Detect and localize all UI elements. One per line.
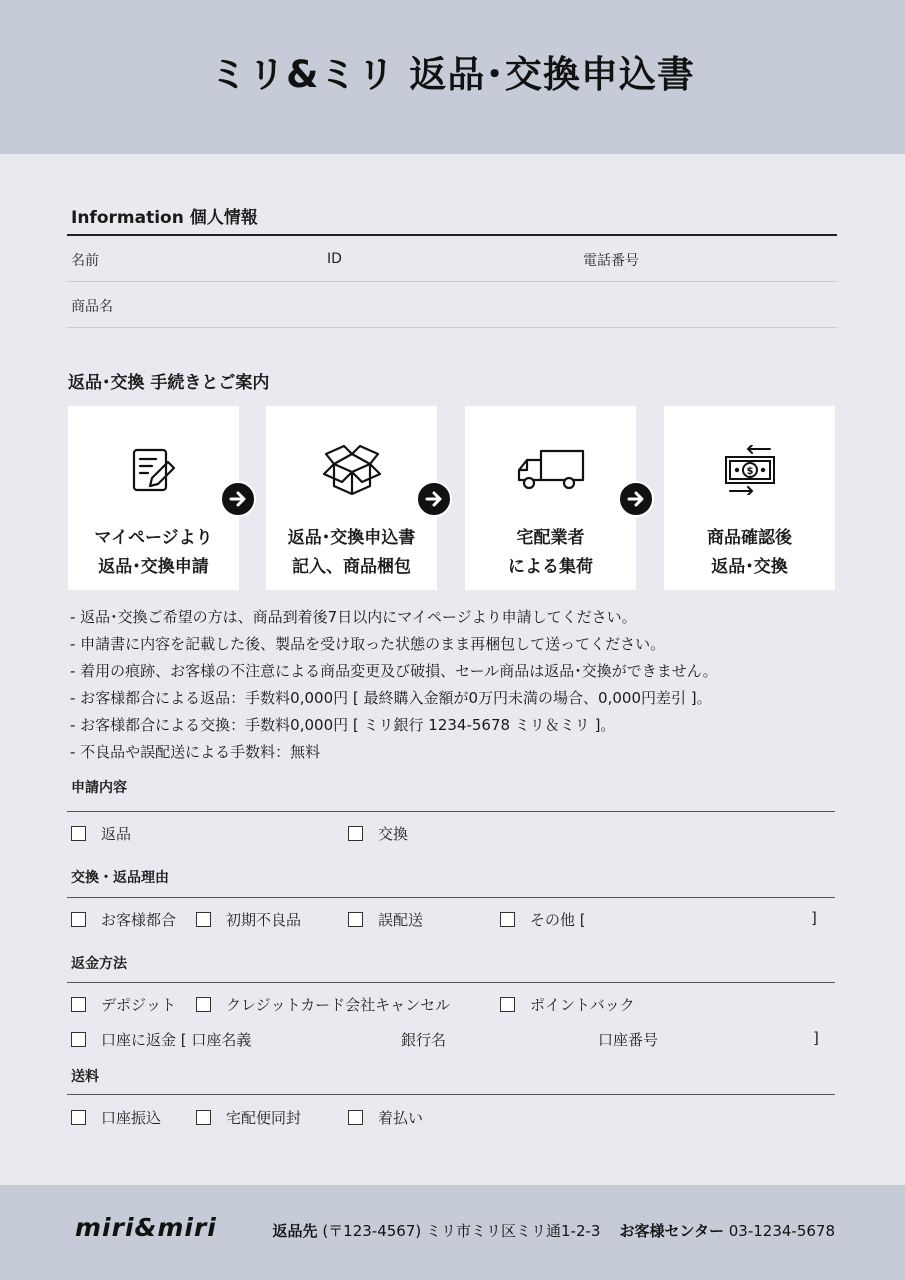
- reason-other-close-bracket: ]: [811, 909, 817, 927]
- info-section-title: Information 個人情報: [71, 208, 258, 228]
- customer-center-phone: 03-1234-5678: [728, 1222, 835, 1240]
- reason-defect-checkbox[interactable]: 初期不良品: [196, 909, 301, 930]
- note-item: - 不良品や誤配送による手数料：無料: [70, 743, 321, 761]
- refund-deposit-checkbox[interactable]: デポジット: [71, 994, 176, 1015]
- footer-contact: [273, 1220, 835, 1241]
- arrow-right-icon: [618, 481, 654, 517]
- refund-close-bracket: ]: [813, 1029, 819, 1047]
- customer-center-label: お客様センター: [619, 1222, 724, 1240]
- note-item: - お客様都合による返品：手数料0,000円 [ 最終購入金額が0万円未満の場合、0,000円差引 ]。: [70, 689, 712, 707]
- info-bottom-rule: [67, 327, 837, 328]
- open-box-icon: [322, 440, 382, 500]
- id-field[interactable]: ID: [327, 251, 342, 267]
- reason-title: 交換・返品理由: [71, 870, 169, 886]
- checkbox-box[interactable]: [348, 1110, 363, 1125]
- money-exchange-icon: [720, 440, 780, 500]
- step-3-label: 宅配業者 による集荷: [508, 528, 593, 577]
- note-item: - お客様都合による交換：手数料0,000円 [ ミリ銀行 1234-5678 ミリ＆ミリ ]。: [70, 716, 616, 734]
- info-top-rule: [67, 234, 837, 236]
- request-rule: [67, 811, 835, 812]
- phone-field[interactable]: 電話番号: [583, 253, 639, 269]
- notes-list: [70, 604, 850, 766]
- note-item: - 返品･交換ご希望の方は、商品到着後7日以内にマイページより申請してください。: [70, 608, 637, 626]
- step-1-label: マイページより 返品･交換申請: [94, 528, 213, 577]
- form-edit-icon: [128, 440, 180, 500]
- return-address-label: 返品先: [272, 1222, 318, 1240]
- shipping-title: 送料: [71, 1069, 99, 1085]
- step-4: [664, 406, 835, 590]
- reason-other-checkbox[interactable]: その他 [: [500, 909, 586, 930]
- svg-text:$: $: [746, 466, 753, 477]
- refund-rule: [67, 982, 835, 983]
- step-2-label: 返品･交換申込書 記入、商品梱包: [287, 528, 416, 577]
- info-mid-rule: [67, 281, 837, 282]
- page-title: ミリ&ミリ 返品･交換申込書: [210, 53, 695, 96]
- note-item: - 着用の痕跡、お客様の不注意による商品変更及び破損、セール商品は返品･交換ができません。: [70, 662, 718, 680]
- shipping-enclose-checkbox[interactable]: 宅配便同封: [196, 1107, 301, 1128]
- checkbox-box[interactable]: [71, 912, 86, 927]
- shipping-cod-checkbox[interactable]: 着払い: [348, 1107, 423, 1128]
- refund-point-checkbox[interactable]: ポイントバック: [500, 994, 635, 1015]
- checkbox-box[interactable]: [71, 997, 86, 1012]
- return-address: (〒123-4567) ミリ市ミリ区ミリ通1-2-3: [322, 1222, 601, 1240]
- checkbox-box[interactable]: [348, 826, 363, 841]
- page-footer: [0, 1185, 905, 1280]
- refund-card-cancel-checkbox[interactable]: クレジットカード会社キャンセル: [196, 994, 450, 1015]
- page-header: [0, 0, 905, 154]
- checkbox-box[interactable]: [71, 1032, 86, 1047]
- checkbox-box[interactable]: [196, 1110, 211, 1125]
- arrow-right-icon: [220, 481, 256, 517]
- account-number-field[interactable]: 口座番号: [598, 1031, 659, 1049]
- delivery-truck-icon: [515, 440, 587, 500]
- step-1: [68, 406, 239, 590]
- exchange-checkbox[interactable]: 交換: [348, 823, 408, 844]
- arrow-right-icon: [416, 481, 452, 517]
- refund-bank-checkbox[interactable]: 口座に返金 [ 口座名義: [71, 1029, 251, 1050]
- checkbox-box[interactable]: [500, 997, 515, 1012]
- shipping-transfer-checkbox[interactable]: 口座振込: [71, 1107, 161, 1128]
- shipping-rule: [67, 1094, 835, 1095]
- checkbox-box[interactable]: [500, 912, 515, 927]
- step-3: [465, 406, 636, 590]
- checkbox-box[interactable]: [348, 912, 363, 927]
- checkbox-box[interactable]: [71, 826, 86, 841]
- step-2: [266, 406, 437, 590]
- reason-customer-checkbox[interactable]: お客様都合: [71, 909, 176, 930]
- reason-rule: [67, 897, 835, 898]
- return-checkbox[interactable]: 返品: [71, 823, 131, 844]
- checkbox-box[interactable]: [196, 912, 211, 927]
- reason-misdelivery-checkbox[interactable]: 誤配送: [348, 909, 423, 930]
- refund-title: 返金方法: [71, 956, 127, 972]
- checkbox-box[interactable]: [196, 997, 211, 1012]
- bank-name-field[interactable]: 銀行名: [401, 1031, 447, 1049]
- name-field[interactable]: 名前: [71, 253, 99, 269]
- brand-logo: miri&miri: [75, 1213, 217, 1242]
- process-steps: [68, 406, 836, 590]
- checkbox-box[interactable]: [71, 1110, 86, 1125]
- note-item: - 申請書に内容を記載した後、製品を受け取った状態のまま再梱包して送ってください。: [70, 635, 666, 653]
- guide-section-title: 返品･交換 手続きとご案内: [68, 373, 270, 393]
- product-name-field[interactable]: 商品名: [71, 299, 113, 315]
- step-4-label: 商品確認後 返品･交換: [707, 528, 792, 577]
- request-title: 申請内容: [71, 780, 127, 796]
